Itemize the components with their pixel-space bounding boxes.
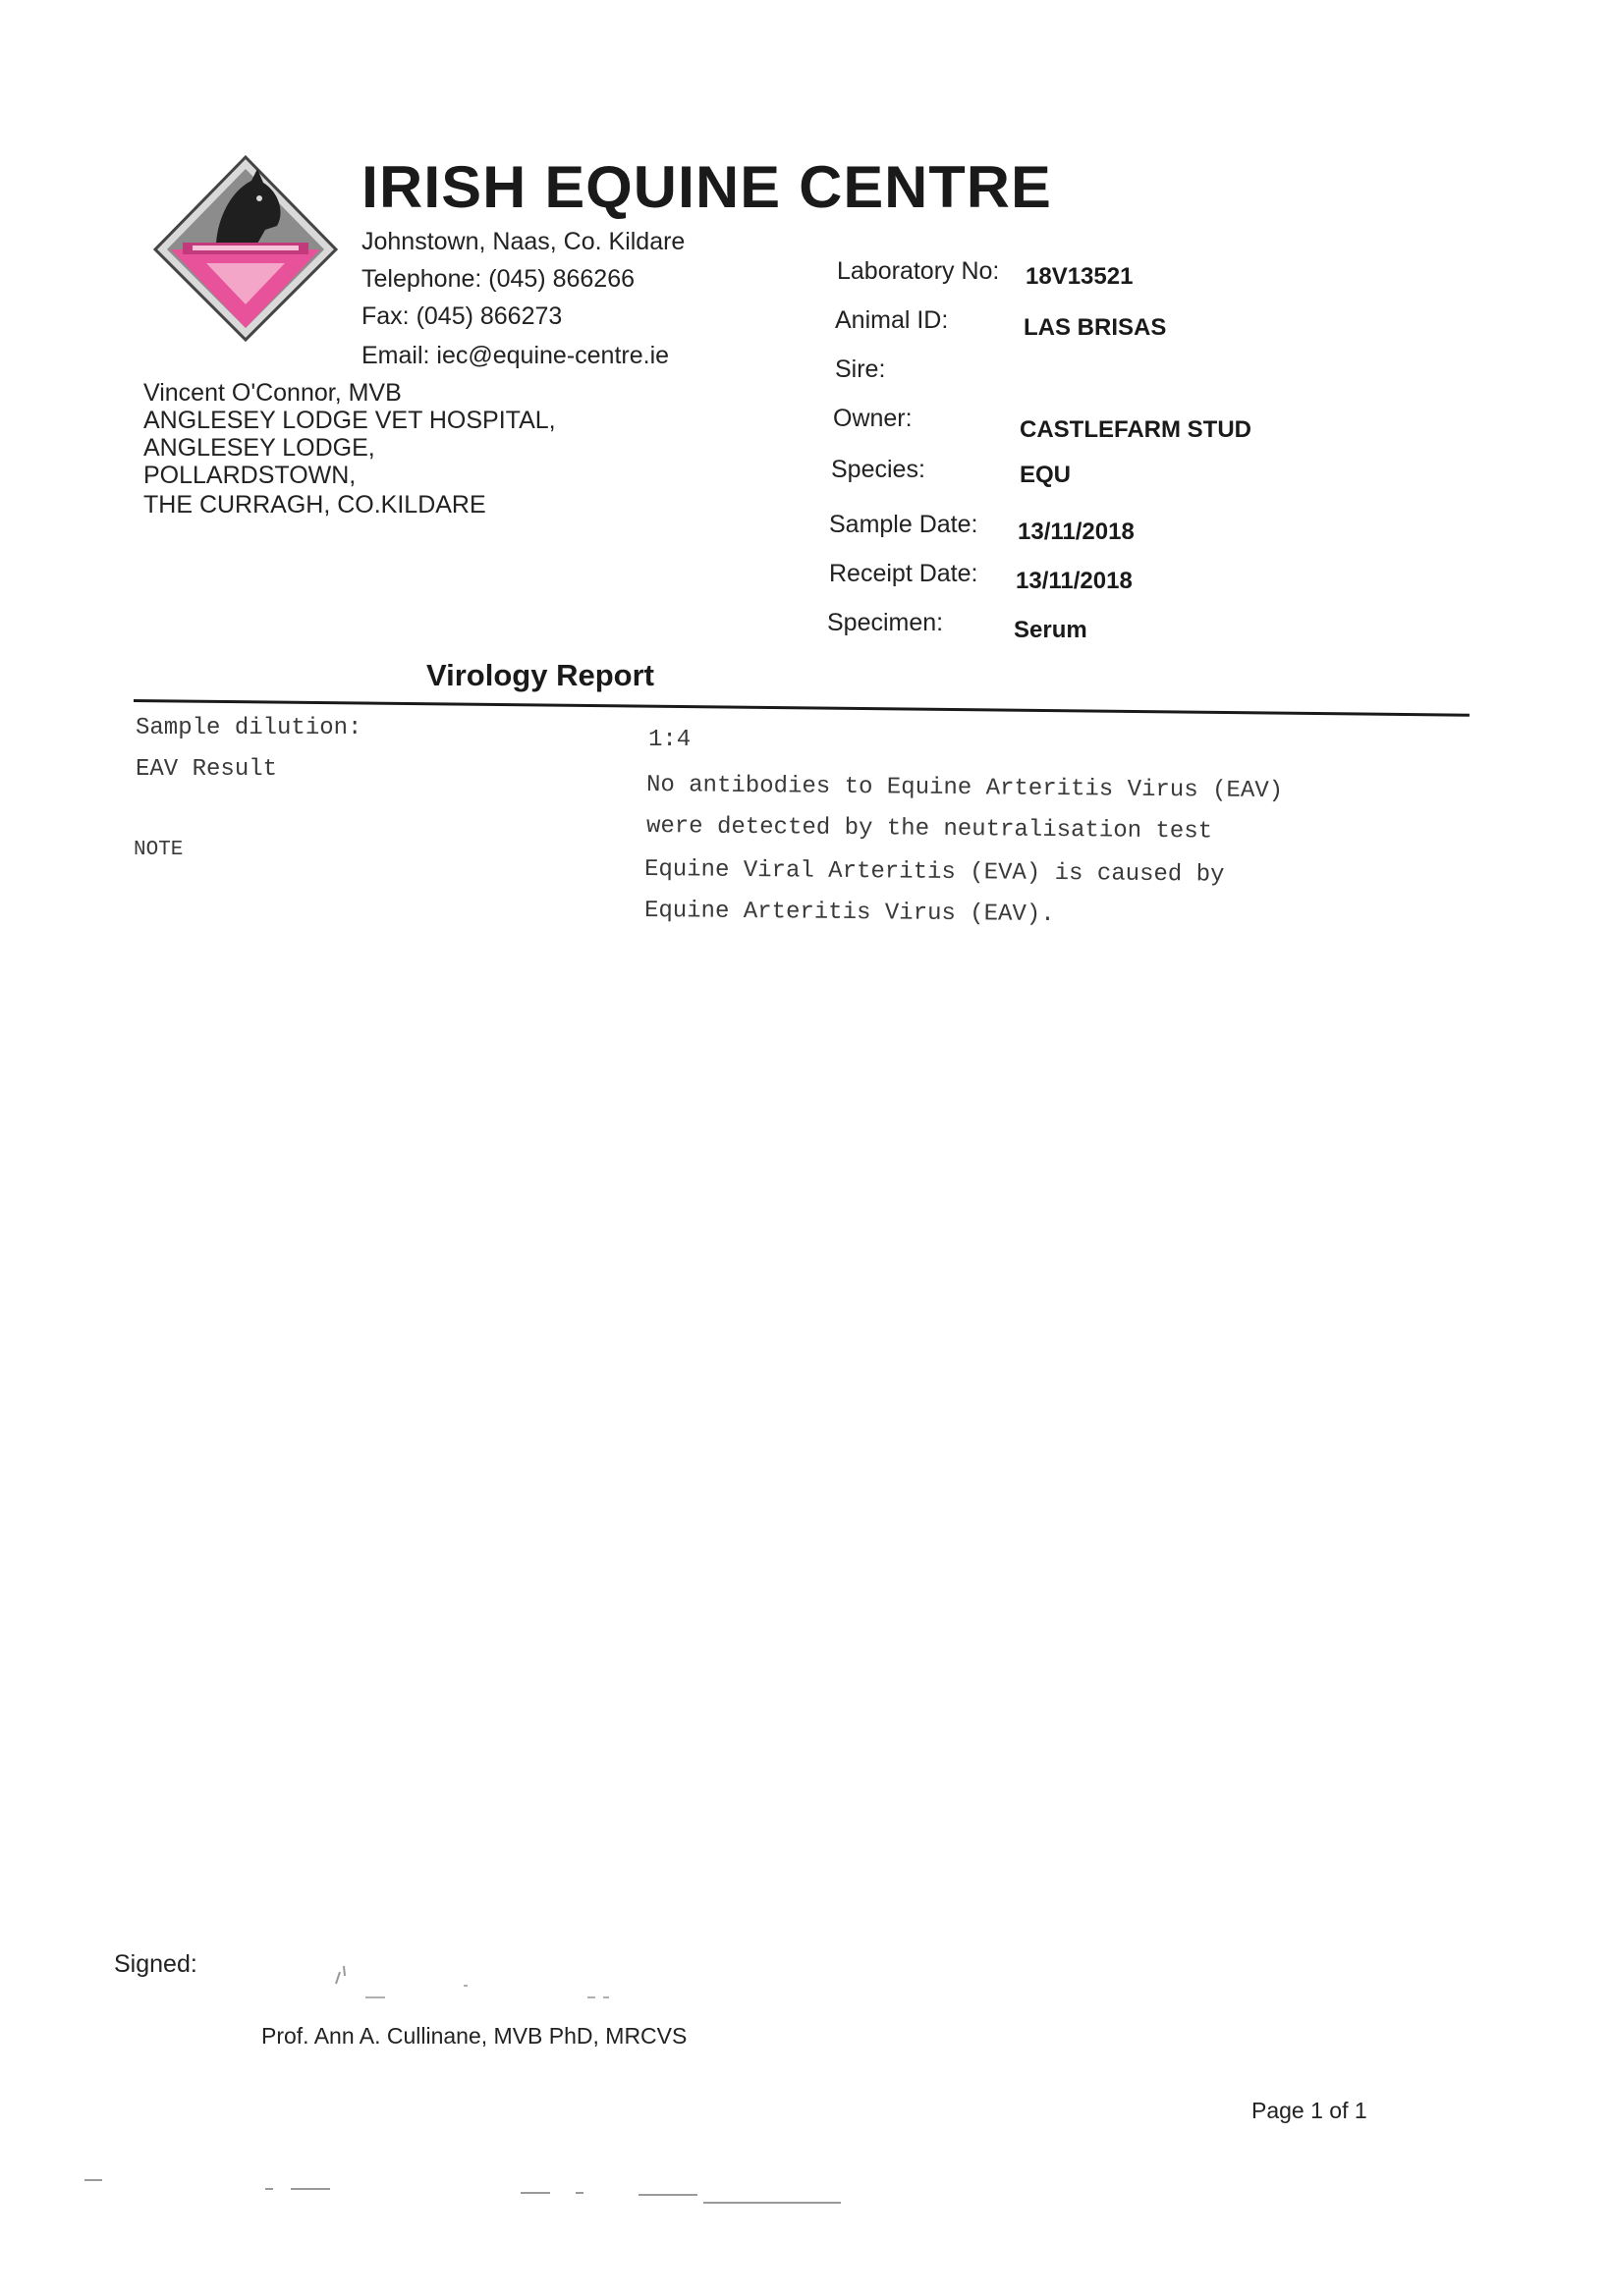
recipient-name: Vincent O'Connor, MVB	[143, 379, 402, 407]
result-line: No antibodies to Equine Arteritis Virus (EAV)	[645, 772, 1284, 805]
lab-no-value: 18V13521	[1026, 263, 1134, 290]
species-label: Species:	[831, 456, 925, 483]
recipient-line: ANGLESEY LODGE,	[143, 434, 375, 462]
note-line: Equine Viral Arteritis (EVA) is caused by	[643, 856, 1225, 889]
scan-artifact	[703, 2202, 841, 2204]
dilution-label: Sample dilution:	[136, 715, 362, 741]
animal-id-label: Animal ID:	[835, 306, 949, 334]
note-line: Equine Arteritis Virus (EAV).	[643, 898, 1055, 929]
scan-artifact	[84, 2179, 102, 2181]
receipt-date-value: 13/11/2018	[1016, 568, 1133, 594]
specimen-label: Specimen:	[827, 609, 944, 636]
signature-traces	[314, 1954, 629, 2003]
owner-value: CASTLEFARM STUD	[1020, 416, 1251, 443]
scan-artifact	[576, 2192, 583, 2194]
result-line: were detected by the neutralisation test	[645, 813, 1213, 846]
receipt-date-label: Receipt Date:	[829, 560, 978, 587]
scan-artifact	[638, 2194, 697, 2196]
note-label: NOTE	[134, 839, 184, 861]
centre-fax: Fax: (045) 866273	[361, 302, 563, 330]
sire-label: Sire:	[835, 355, 886, 383]
scan-artifact	[265, 2188, 273, 2190]
sample-date-value: 13/11/2018	[1018, 519, 1135, 545]
centre-name: IRISH EQUINE CENTRE	[361, 154, 1052, 220]
result-label: EAV Result	[136, 756, 278, 783]
specimen-value: Serum	[1014, 617, 1087, 643]
sample-date-label: Sample Date:	[829, 511, 978, 538]
centre-telephone: Telephone: (045) 866266	[361, 265, 636, 293]
irish-equine-centre-logo	[147, 147, 344, 344]
lab-no-label: Laboratory No:	[837, 257, 1000, 285]
centre-address: Johnstown, Naas, Co. Kildare	[361, 228, 686, 255]
scan-artifact	[291, 2188, 330, 2190]
owner-label: Owner:	[833, 405, 913, 432]
recipient-line: THE CURRAGH, CO.KILDARE	[143, 491, 486, 519]
recipient-line: POLLARDSTOWN,	[143, 462, 357, 489]
dilution-value: 1:4	[648, 727, 692, 753]
recipient-line: ANGLESEY LODGE VET HOSPITAL,	[143, 407, 556, 434]
centre-email: Email: iec@equine-centre.ie	[361, 342, 670, 369]
page-number: Page 1 of 1	[1251, 2098, 1367, 2123]
signer-name: Prof. Ann A. Cullinane, MVB PhD, MRCVS	[261, 2023, 688, 2049]
report-title: Virology Report	[426, 658, 654, 692]
signed-label: Signed:	[114, 1950, 197, 1978]
animal-id-value: LAS BRISAS	[1024, 314, 1167, 341]
scan-artifact	[521, 2192, 550, 2194]
species-value: EQU	[1020, 462, 1072, 488]
